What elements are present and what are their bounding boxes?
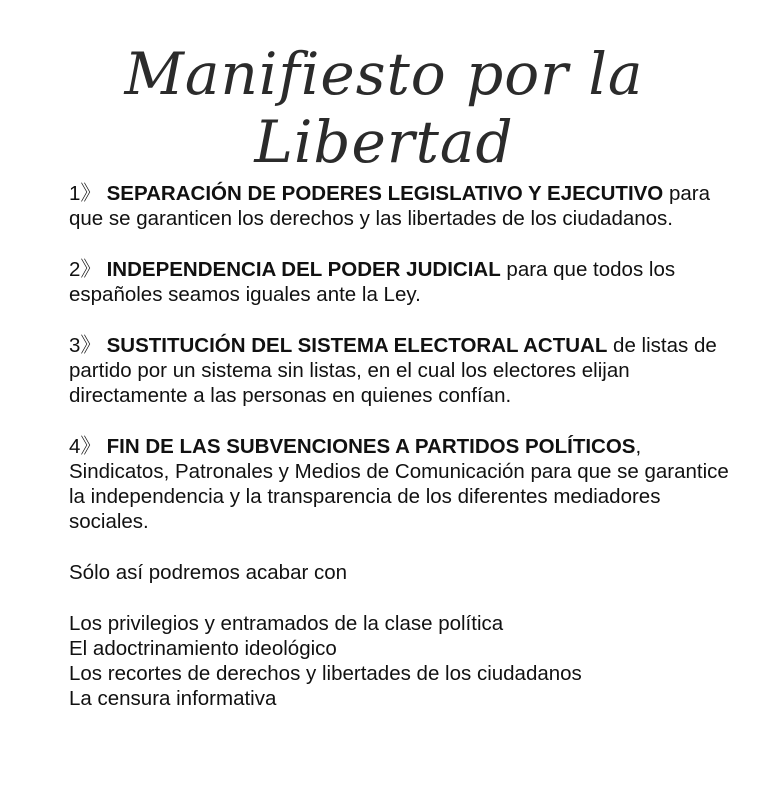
ends-list — [69, 611, 729, 711]
list-item: Los privilegios y entramados de la clase política — [69, 612, 504, 635]
manifesto-point-2 — [69, 257, 729, 307]
point-number: 4》 — [69, 435, 101, 458]
point-text: , Sindicatos, Patronales y Medios de Comunicación para que se garantice la independencia y la transparencia de los diferentes mediadores sociales. — [69, 435, 729, 533]
point-text: para que se garanticen los derechos y las libertades de los ciudadanos. — [69, 182, 710, 230]
point-number: 3》 — [69, 334, 101, 357]
point-text: para que todos los españoles seamos iguales ante la Ley. — [69, 258, 676, 306]
point-heading: SEPARACIÓN DE PODERES LEGISLATIVO Y EJECUTIVO — [106, 182, 664, 205]
point-text: de listas de partido por un sistema sin listas, en el cual los electores elijan directamente a las personas en quienes confían. — [69, 334, 717, 407]
point-number: 2》 — [69, 258, 101, 281]
list-item: El adoctrinamiento ideológico — [69, 637, 337, 660]
manifesto-point-4 — [69, 434, 729, 534]
list-item: La censura informativa — [69, 687, 277, 710]
manifesto-point-1 — [69, 181, 729, 231]
closing-statement: Sólo así podremos acabar con — [69, 561, 348, 584]
manifesto-body — [69, 181, 729, 711]
page-title: Manifiesto por la Libertad — [124, 40, 644, 176]
point-heading: SUSTITUCIÓN DEL SISTEMA ELECTORAL ACTUAL — [106, 334, 608, 357]
point-heading: INDEPENDENCIA DEL PODER JUDICIAL — [106, 258, 501, 281]
manifesto-point-3 — [69, 333, 729, 408]
point-number: 1》 — [69, 182, 101, 205]
point-heading: FIN DE LAS SUBVENCIONES A PARTIDOS POLÍTICOS — [106, 435, 636, 458]
list-item: Los recortes de derechos y libertades de los ciudadanos — [69, 662, 582, 685]
